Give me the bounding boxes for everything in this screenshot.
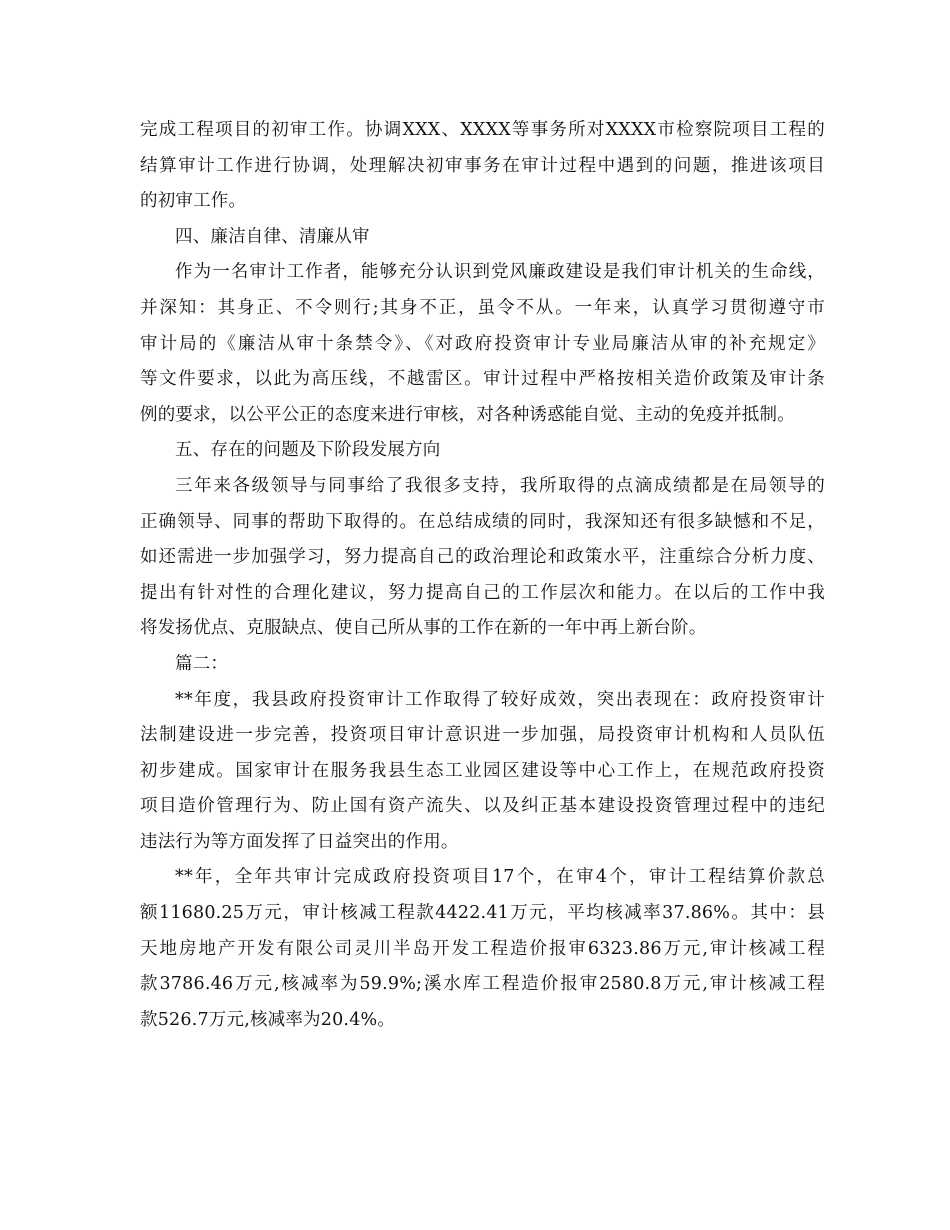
text-line: **年，全年共审计完成政府投资项目17个，在审4个，审计工程结算价款总 (175, 867, 825, 888)
text-line: **年度，我县政府投资审计工作取得了较好成效，突出表现在：政府投资审计 (175, 689, 825, 710)
text-line: 等文件要求，以此为高压线，不越雷区。审计过程中严格按相关造价政策及审计条 (140, 369, 825, 390)
text-line: 作为一名审计工作者，能够充分认识到党风廉政建设是我们审计机关的生命线， (175, 262, 825, 283)
text-line: 天地房地产开发有限公司灵川半岛开发工程造价报审6323.86万元,审计核减工程 (140, 938, 825, 959)
text-line: 违法行为等方面发挥了日益突出的作用。 (140, 831, 459, 852)
text-line: 篇二： (175, 653, 229, 674)
text-line: 四、廉洁自律、清廉从审 (175, 226, 370, 247)
text-line: 如还需进一步加强学习，努力提高自己的政治理论和政策水平，注重综合分析力度、 (140, 547, 825, 568)
text-line: 的初审工作。 (140, 191, 247, 212)
document-body (140, 113, 825, 1038)
text-line: 额11680.25万元，审计核减工程款4422.41万元，平均核减率37.86%。其中：县 (140, 903, 825, 924)
text-line: 款526.7万元,核减率为20.4%。 (140, 1009, 396, 1030)
text-line: 并深知：其身正、不令则行;其身不正，虽令不从。一年来，认真学习贯彻遵守市 (140, 297, 825, 318)
text-line: 提出有针对性的合理化建议，努力提高自己的工作层次和能力。在以后的工作中我 (140, 582, 825, 603)
text-line: 法制建设进一步完善，投资项目审计意识进一步加强，局投资审计机构和人员队伍 (140, 725, 825, 746)
text-line: 初步建成。国家审计在服务我县生态工业园区建设等中心工作上，在规范政府投资 (140, 760, 825, 781)
text-line: 三年来各级领导与同事给了我很多支持，我所取得的点滴成绩都是在局领导的 (175, 475, 825, 496)
text-line: 款3786.46万元,核减率为59.9%;溪水库工程造价报审2580.8万元,审计核减工程 (140, 974, 825, 995)
text-line: 将发扬优点、克服缺点、使自己所从事的工作在新的一年中再上新台阶。 (140, 618, 707, 639)
text-line: 审计局的《廉洁从审十条禁令》、《对政府投资审计专业局廉洁从审的补充规定》 (140, 333, 825, 354)
text-line: 五、存在的问题及下阶段发展方向 (175, 440, 441, 461)
text-line: 例的要求，以公平公正的态度来进行审核，对各种诱惑能自觉、主动的免疫并抵制。 (140, 404, 795, 425)
text-line: 结算审计工作进行协调，处理解决初审事务在审计过程中遇到的问题，推进该项目 (140, 155, 825, 176)
text-line: 完成工程项目的初审工作。协调XXX、XXXX等事务所对XXXX市检察院项目工程的 (140, 120, 825, 140)
text-line: 正确领导、同事的帮助下取得的。在总结成绩的同时，我深知还有很多缺憾和不足， (140, 511, 825, 532)
text-line: 项目造价管理行为、防止国有资产流失、以及纠正基本建设投资管理过程中的违纪 (140, 796, 825, 817)
